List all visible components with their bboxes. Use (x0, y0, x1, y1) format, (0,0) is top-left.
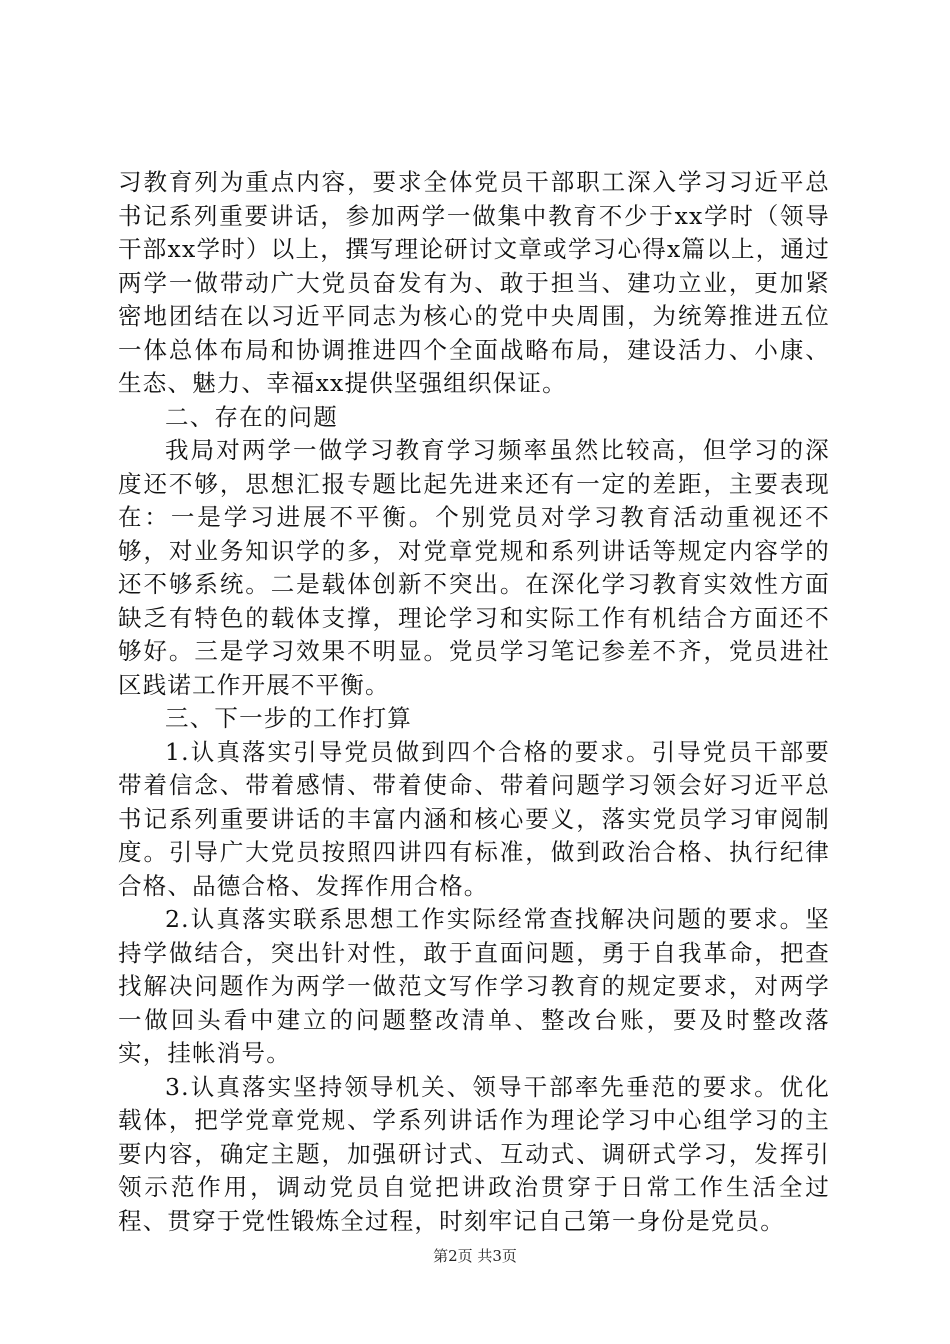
paragraph-goals-continued: 习教育列为重点内容，要求全体党员干部职工深入学习习近平总书记系列重要讲话，参加两学一做集中教育不少于xx学时（领导干部xx学时）以上，撰写理论研讨文章或学习心得x篇以上，通过两学一做带动广大党员奋发有为、敢于担当、建功立业，更加紧密地团结在以习近平同志为核心的党中央周围，为统筹推进五位一体总体布局和协调推进四个全面战略布局，建设活力、小康、生态、魅力、幸福xx提供坚强组织保证。 (118, 168, 830, 397)
paragraph-step-2: 2.认真落实联系思想工作实际经常查找解决问题的要求。坚持学做结合，突出针对性，敢于直面问题，勇于自我革命，把查找解决问题作为两学一做范文写作学习教育的规定要求，对两学一做回头看中建立的问题整改清单、整改台账，要及时整改落实，挂帐消号。 (118, 905, 830, 1067)
paragraph-step-3: 3.认真落实坚持领导机关、领导干部率先垂范的要求。优化载体，把学党章党规、学系列讲话作为理论学习中心组学习的主要内容，确定主题，加强研讨式、互动式、调研式学习，发挥引领示范作用，调动党员自觉把讲政治贯穿于日常工作生活全过程、贯穿于党性锻炼全过程，时刻牢记自己第一身份是党员。 (118, 1072, 830, 1235)
paragraph-problems: 我局对两学一做学习教育学习频率虽然比较高，但学习的深度还不够，思想汇报专题比起先进来还有一定的差距，主要表现在：一是学习进展不平衡。个别党员对学习教育活动重视还不够，对业务知识学的多，对党章党规和系列讲话等规定内容学的还不够系统。二是载体创新不突出。在深化学习教育实效性方面缺乏有特色的载体支撑，理论学习和实际工作有机结合方面还不够好。三是学习效果不明显。党员学习笔记参差不齐，党员进社区践诺工作开展不平衡。 (118, 436, 830, 699)
section-heading-problems: 二、存在的问题 (165, 402, 338, 431)
paragraph-step-1: 1.认真落实引导党员做到四个合格的要求。引导党员干部要带着信念、带着感情、带着使命、带着问题学习领会好习近平总书记系列重要讲话的丰富内涵和核心要义，落实党员学习审阅制度。引导广大党员按照四讲四有标准，做到政治合格、执行纪律合格、品德合格、发挥作用合格。 (118, 737, 830, 900)
section-heading-next-steps: 三、下一步的工作打算 (165, 704, 412, 732)
page-footer: 第2页 共3页 (433, 1247, 517, 1265)
document-body (118, 166, 830, 1238)
